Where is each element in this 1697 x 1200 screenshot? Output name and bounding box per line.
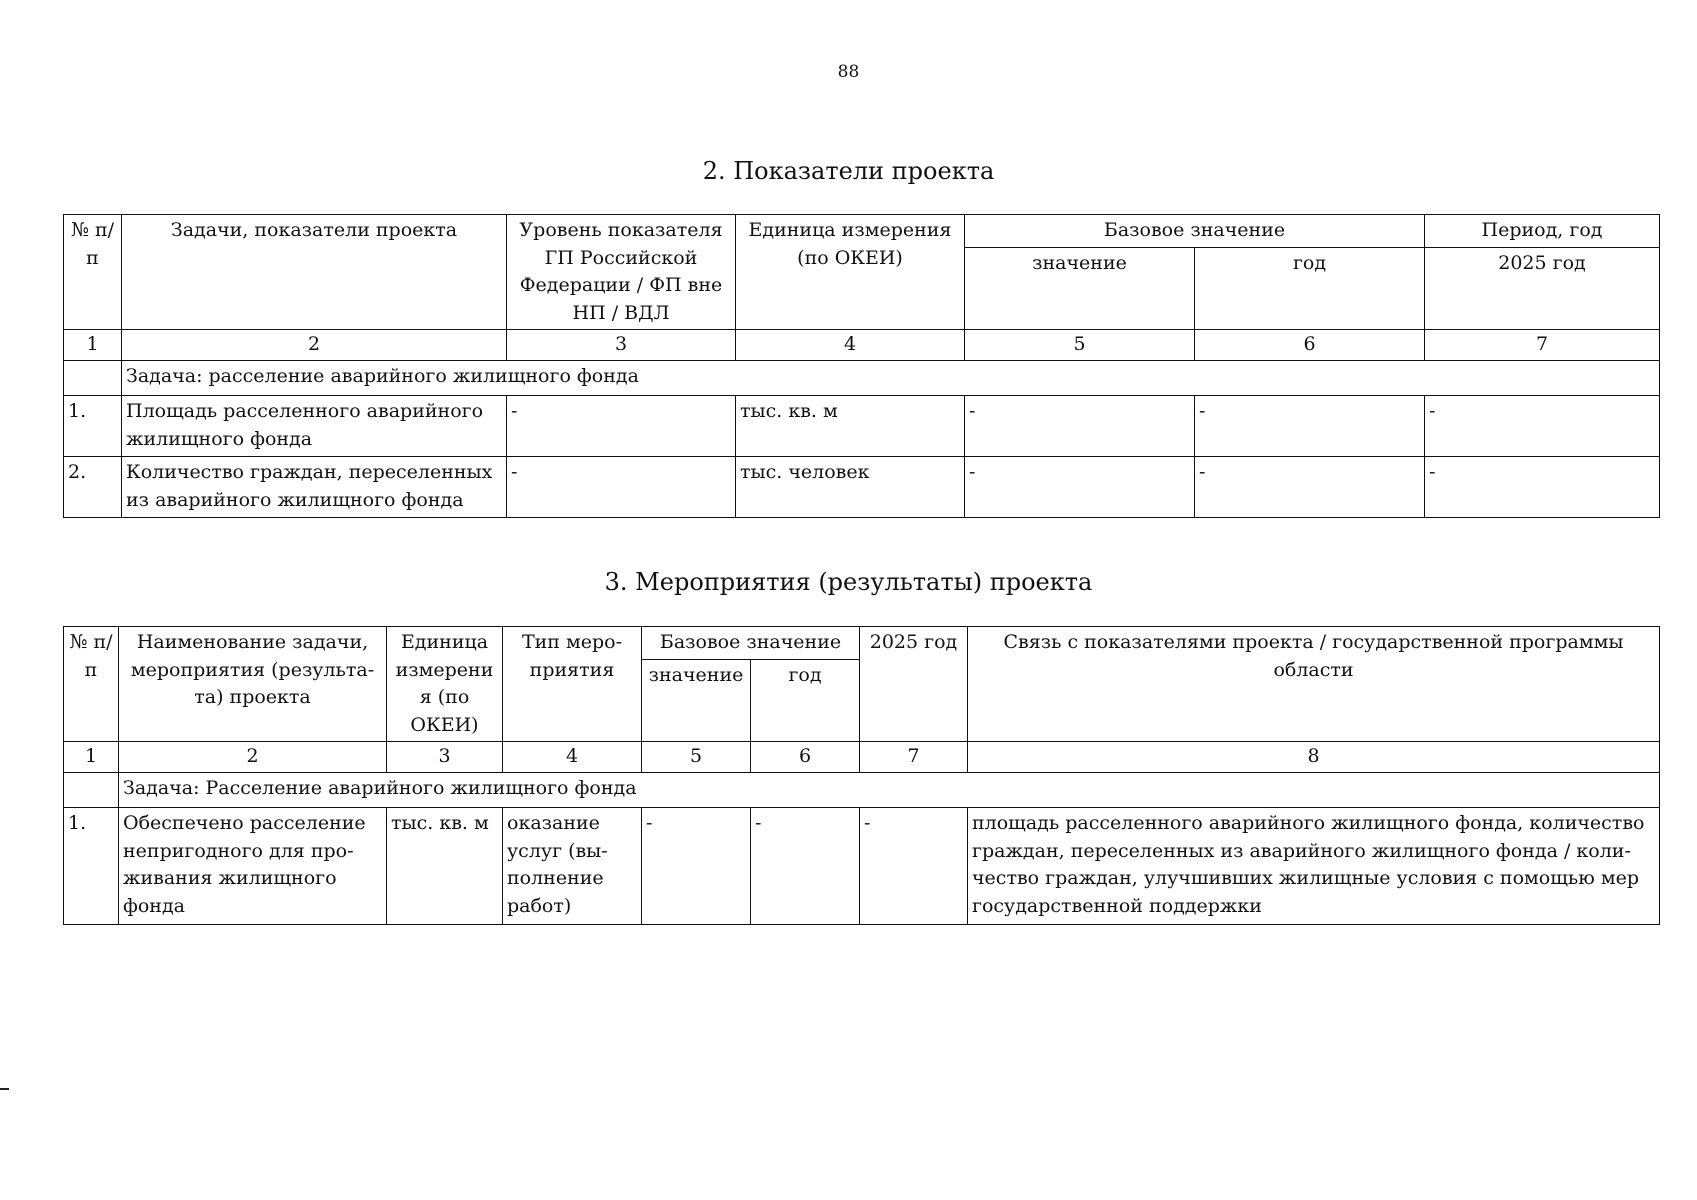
col-header-base: Базовое значение bbox=[965, 215, 1425, 248]
col-header-num: № п/п bbox=[64, 627, 119, 742]
row-activity-name: Обеспечено расселение непригодного для про-живания жилищного фонда bbox=[119, 808, 387, 925]
col-header-unit: Единица измерения (по ОКЕИ) bbox=[387, 627, 503, 742]
row-base-value: - bbox=[965, 457, 1195, 518]
header-row bbox=[64, 215, 1660, 248]
column-number: 4 bbox=[503, 742, 642, 773]
row-unit: тыс. кв. м bbox=[736, 396, 965, 457]
column-number: 5 bbox=[965, 330, 1195, 361]
section-3-title: 3. Мероприятия (результаты) проекта bbox=[604, 568, 1093, 596]
column-number: 6 bbox=[1195, 330, 1425, 361]
indicators-table bbox=[63, 214, 1660, 518]
row-2025-value: - bbox=[860, 808, 968, 925]
column-number: 3 bbox=[507, 330, 736, 361]
column-number: 7 bbox=[1425, 330, 1660, 361]
row-level: - bbox=[507, 457, 736, 518]
header-row bbox=[64, 627, 1660, 660]
task-row bbox=[64, 361, 1660, 396]
col-header-base-year: год bbox=[1195, 248, 1425, 330]
scan-edge-mark bbox=[0, 1088, 9, 1090]
table-row bbox=[64, 396, 1660, 457]
page-number: 88 bbox=[837, 62, 860, 82]
row-num: 2. bbox=[64, 457, 122, 518]
row-2025-value: - bbox=[1425, 396, 1660, 457]
col-header-2025: 2025 год bbox=[860, 627, 968, 742]
col-header-link: Связь с показателями проекта / государственной программы области bbox=[968, 627, 1660, 742]
row-base-year: - bbox=[1195, 396, 1425, 457]
column-number-row bbox=[64, 742, 1660, 773]
column-number: 1 bbox=[64, 742, 119, 773]
row-base-value: - bbox=[965, 396, 1195, 457]
section-2-title: 2. Показатели проекта bbox=[702, 157, 995, 185]
col-header-unit: Единица измерения (по ОКЕИ) bbox=[736, 215, 965, 330]
task-label: Задача: Расселение аварийного жилищного фонда bbox=[119, 773, 1660, 808]
col-header-base-value: значение bbox=[965, 248, 1195, 330]
row-base-year: - bbox=[1195, 457, 1425, 518]
column-number: 2 bbox=[122, 330, 507, 361]
col-header-base-value: значение bbox=[642, 660, 751, 742]
task-label: Задача: расселение аварийного жилищного фонда bbox=[122, 361, 1660, 396]
row-unit: тыс. человек bbox=[736, 457, 965, 518]
task-row bbox=[64, 773, 1660, 808]
column-number: 8 bbox=[968, 742, 1660, 773]
column-number: 4 bbox=[736, 330, 965, 361]
row-indicator-name: Площадь расселенного аварийного жилищного фонда bbox=[122, 396, 507, 457]
column-number: 7 bbox=[860, 742, 968, 773]
column-number-row bbox=[64, 330, 1660, 361]
col-header-base: Базовое значение bbox=[642, 627, 860, 660]
task-row-empty-cell bbox=[64, 361, 122, 396]
row-base-value: - bbox=[642, 808, 751, 925]
task-row-empty-cell bbox=[64, 773, 119, 808]
column-number: 1 bbox=[64, 330, 122, 361]
row-base-year: - bbox=[751, 808, 860, 925]
row-num: 1. bbox=[64, 808, 119, 925]
row-level: - bbox=[507, 396, 736, 457]
row-num: 1. bbox=[64, 396, 122, 457]
col-header-base-year: год bbox=[751, 660, 860, 742]
column-number: 3 bbox=[387, 742, 503, 773]
column-number: 6 bbox=[751, 742, 860, 773]
col-header-num: № п/п bbox=[64, 215, 122, 330]
row-link-text: площадь расселенного аварийного жилищного фонда, количество граждан, переселенных из аварийного жилищного фонда / коли-чество граждан, улучшивших жилищные условия с помощью мер государственной поддержки bbox=[968, 808, 1660, 925]
row-activity-type: оказание услуг (вы-полнение работ) bbox=[503, 808, 642, 925]
col-header-level: Уровень показателя ГП Российской Федерации / ФП вне НП / ВДЛ bbox=[507, 215, 736, 330]
col-header-period: Период, год bbox=[1425, 215, 1660, 248]
column-number: 5 bbox=[642, 742, 751, 773]
activities-table bbox=[63, 626, 1660, 925]
col-header-tasks: Задачи, показатели проекта bbox=[122, 215, 507, 330]
row-unit: тыс. кв. м bbox=[387, 808, 503, 925]
table-row bbox=[64, 808, 1660, 925]
col-header-type: Тип меро-приятия bbox=[503, 627, 642, 742]
row-2025-value: - bbox=[1425, 457, 1660, 518]
row-indicator-name: Количество граждан, переселенных из аварийного жилищного фонда bbox=[122, 457, 507, 518]
col-header-name: Наименование задачи, мероприятия (результа-та) проекта bbox=[119, 627, 387, 742]
col-header-period-year: 2025 год bbox=[1425, 248, 1660, 330]
table-row bbox=[64, 457, 1660, 518]
column-number: 2 bbox=[119, 742, 387, 773]
